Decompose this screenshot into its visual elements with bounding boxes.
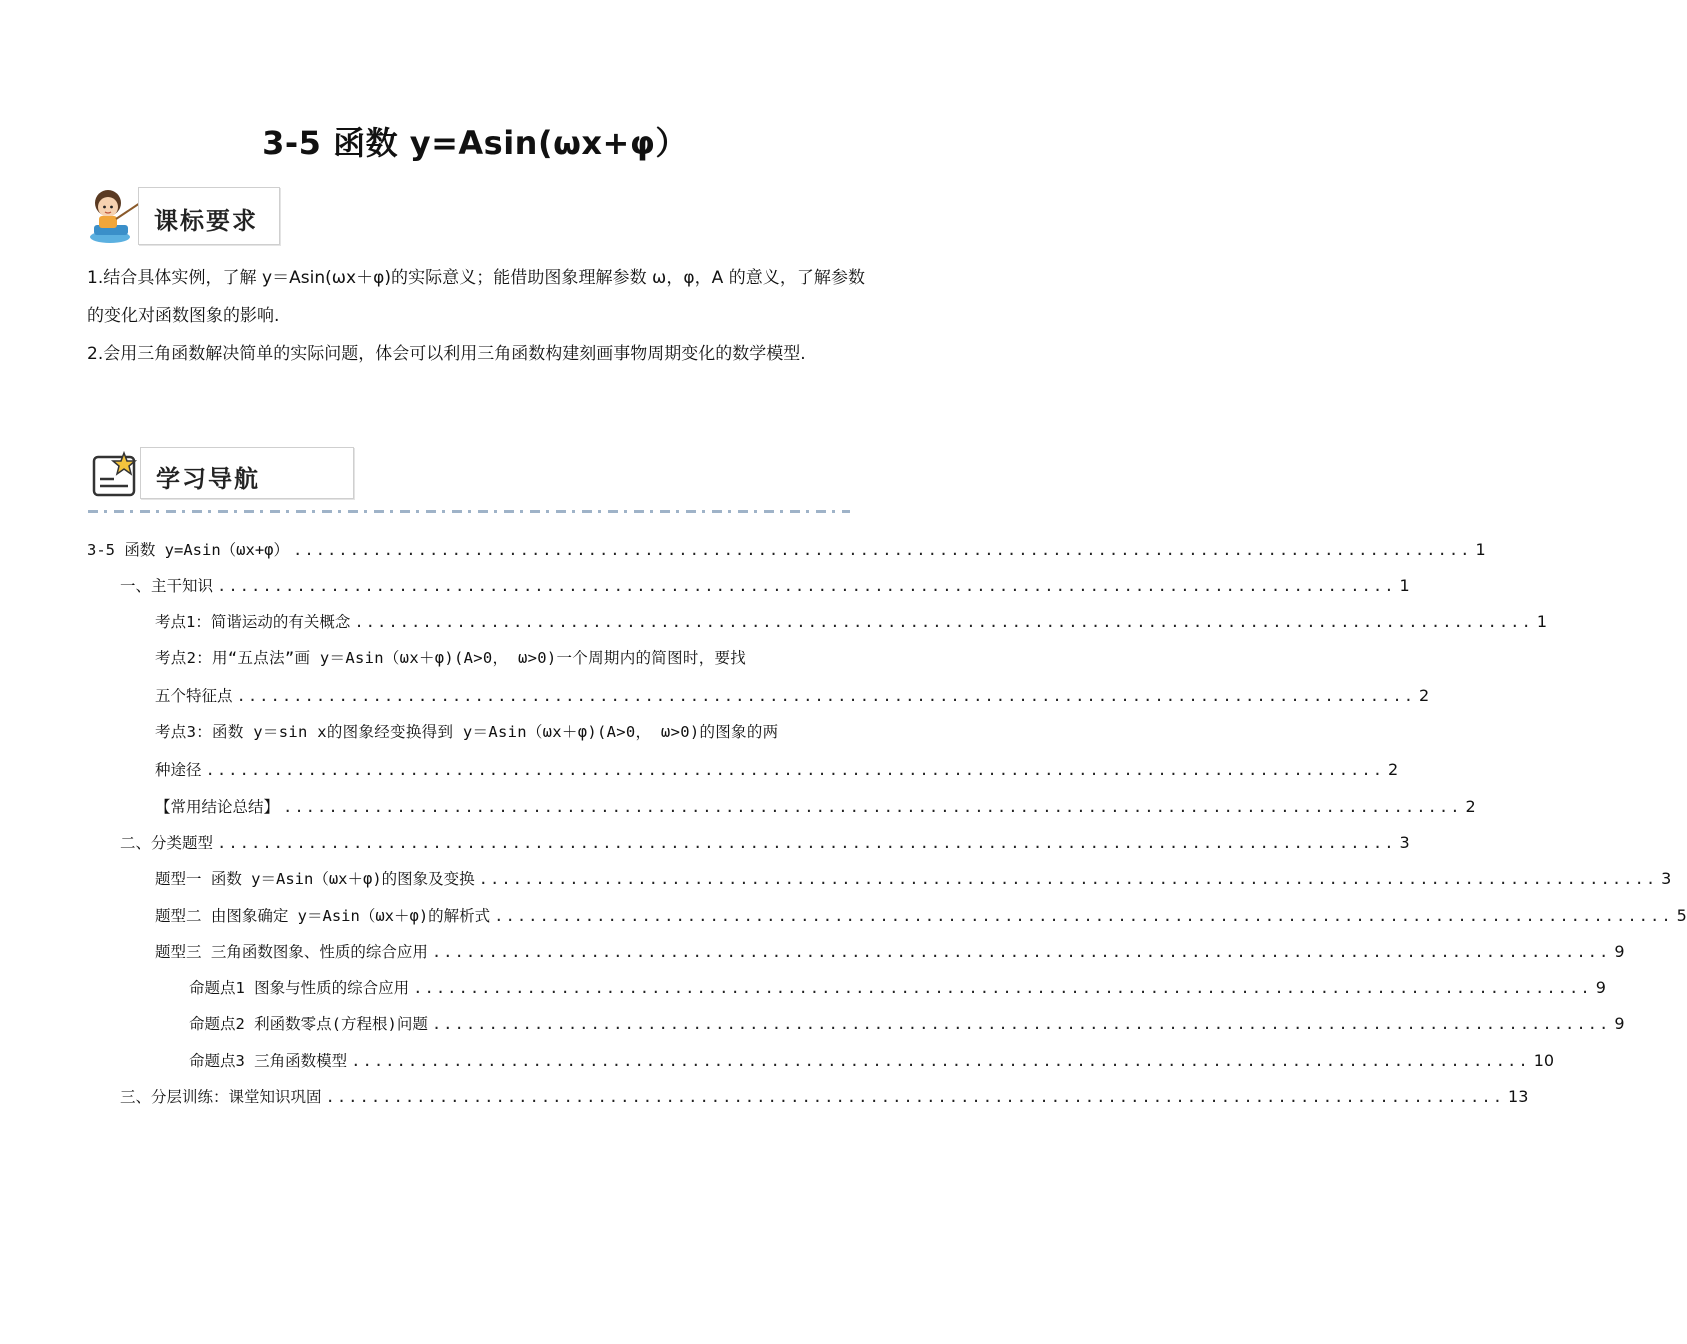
requirement-paragraph-2: 2.会用三角函数解决简单的实际问题，体会可以利用三角函数构建刻画事物周期变化的数学模型.	[87, 344, 806, 364]
toc-entry-text: 命题点2 利函数零点(方程根)问题	[189, 1015, 428, 1033]
toc-entry-text: 命题点3 三角函数模型	[189, 1052, 348, 1070]
toc-entry-text: 一、主干知识	[120, 577, 214, 595]
toc-entry-text-continued: 种途径	[155, 761, 202, 779]
toc-page-number: 1	[1475, 540, 1486, 559]
toc-entry[interactable]: 二、分类题型 ........................................................................................................ 3	[120, 833, 1410, 852]
toc-page-number: 3	[1661, 869, 1672, 888]
toc-page-number: 1	[1399, 576, 1410, 595]
section-header-navigation	[88, 447, 358, 501]
section-header-curriculum	[88, 185, 288, 247]
section-label-navigation: 学习导航	[156, 464, 260, 493]
toc-entry[interactable]: 命题点2 利函数零点(方程根)问题 ........................................................................................................ 9	[189, 1014, 1625, 1033]
toc-entry-text: 【常用结论总结】	[155, 798, 280, 816]
toc-page-number: 2	[1419, 686, 1430, 705]
toc-entry-text: 3-5 函数 y=Asin（ωx+φ）	[87, 541, 289, 559]
toc-entry[interactable]: 题型二 由图象确定 y＝Asin（ωx＋φ)的解析式 ........................................................................................................ 5	[155, 906, 1687, 925]
toc-entry[interactable]: 三、分层训练：课堂知识巩固 ........................................................................................................ 13	[120, 1087, 1529, 1106]
toc-page-number: 2	[1465, 797, 1476, 816]
toc-entry[interactable]: 【常用结论总结】 ........................................................................................................ 2	[155, 797, 1476, 816]
toc-entry-text[interactable]: 考点2：用“五点法”画 y＝Asin（ωx＋φ)(A>0， ω>0)一个周期内的简图时，要找	[155, 649, 747, 667]
page-title: 3-5 函数 y=Asin(ωx+φ）	[262, 124, 688, 162]
toc-entry[interactable]: 种途径 ........................................................................................................ 2	[155, 760, 1399, 779]
toc-entry[interactable]: 命题点3 三角函数模型 ........................................................................................................ 10	[189, 1051, 1555, 1070]
notebook-star-icon	[88, 449, 140, 501]
toc-page-number: 2	[1388, 760, 1399, 779]
toc-entry[interactable]: 题型三 三角函数图象、性质的综合应用 ........................................................................................................ 9	[155, 942, 1625, 961]
toc-page-number: 3	[1399, 833, 1410, 852]
toc-entry-text[interactable]: 考点3：函数 y＝sin x的图象经变换得到 y＝Asin（ωx＋φ)(A>0， ω>0)的图象的两	[155, 723, 779, 741]
toc-entry-text: 命题点1 图象与性质的综合应用	[189, 979, 410, 997]
toc-entry[interactable]: 题型一 函数 y＝Asin（ωx＋φ)的图象及变换 ........................................................................................................ 3	[155, 869, 1672, 888]
toc-page-number: 9	[1614, 1014, 1625, 1033]
section-label-curriculum: 课标要求	[154, 206, 258, 235]
toc-entry-text: 题型一 函数 y＝Asin（ωx＋φ)的图象及变换	[155, 870, 475, 888]
toc-entry[interactable]: 考点1：简谐运动的有关概念 ........................................................................................................ 1	[155, 612, 1548, 631]
toc-entry-text-continued: 五个特征点	[155, 687, 233, 705]
toc-entry[interactable]: 一、主干知识 ........................................................................................................ 1	[120, 576, 1410, 595]
toc-entry-text: 三、分层训练：课堂知识巩固	[120, 1088, 322, 1106]
toc-page-number: 13	[1508, 1087, 1529, 1106]
toc-entry-text: 二、分类题型	[120, 834, 214, 852]
toc-entry[interactable]: 命题点1 图象与性质的综合应用 ........................................................................................................ 9	[189, 978, 1606, 997]
toc-page-number: 1	[1536, 612, 1548, 631]
toc-entry-text: 题型二 由图象确定 y＝Asin（ωx＋φ)的解析式	[155, 907, 491, 925]
toc-page-number: 5	[1676, 906, 1687, 925]
toc-entry-text: 题型三 三角函数图象、性质的综合应用	[155, 943, 428, 961]
toc-page-number: 9	[1595, 978, 1606, 997]
toc-page-number: 10	[1533, 1051, 1555, 1070]
toc-page-number: 9	[1614, 942, 1625, 961]
toc-entry-text: 考点1：简谐运动的有关概念	[155, 613, 351, 631]
toc-entry[interactable]: 五个特征点 ........................................................................................................ 2	[155, 686, 1430, 705]
requirement-paragraph-1: 1.结合具体实例，了解 y＝Asin(ωx＋φ)的实际意义；能借助图象理解参数 ω，φ，A 的意义，了解参数的变化对函数图象的影响.	[87, 268, 865, 326]
toc-entry[interactable]: 3-5 函数 y=Asin（ωx+φ） ........................................................................................................ 1	[87, 540, 1486, 559]
section-divider	[88, 510, 850, 513]
